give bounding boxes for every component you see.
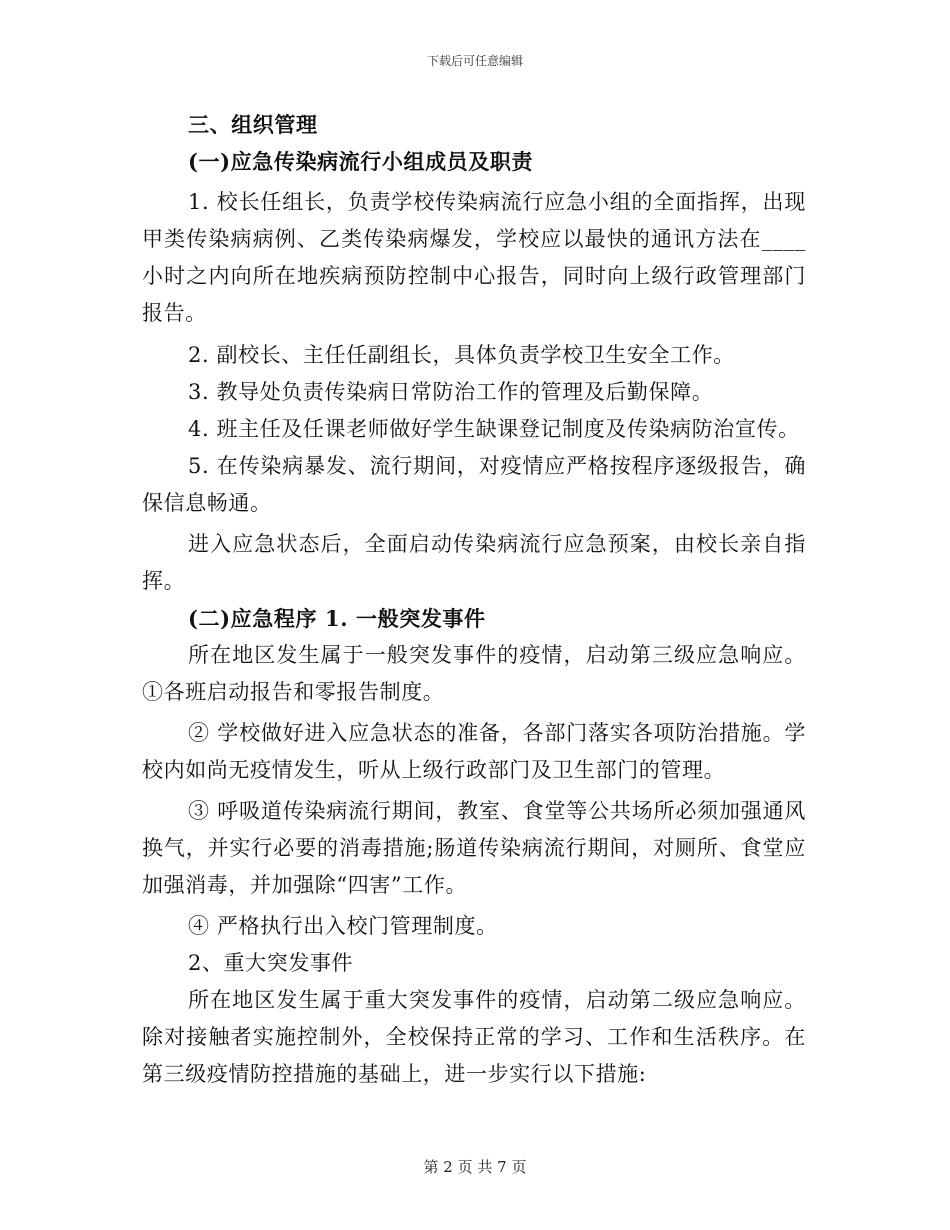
page-header-note: 下载后可任意编辑 [426, 54, 523, 68]
paragraph-major-intro: 所在地区发生属于重大突发事件的疫情，启动第二级应急响应。除对接触者实施控制外，全校保持正常的学习、工作和生活秩序。在第三级疫情防控措施的基础上，进一步实行以下措施: [142, 988, 806, 1086]
paragraph-measure-3: ③ 呼吸道传染病流行期间，教室、食堂等公共场所必须加强通风换气，并实行必要的消毒措施;肠道传染病流行期间，对厕所、食堂应加强消毒，并加强除“四害”工作。 [142, 799, 806, 897]
page-number: 第 2 页 共 7 页 [423, 1158, 527, 1176]
paragraph-item-1: 1. 校长任组长，负责学校传染病流行应急小组的全面指挥，出现甲类传染病病例、乙类传染病爆发，学校应以最快的通讯方法在____小时之内向所在地疾病预防控制中心报告，同时向上级行政管理部门报告。 [142, 190, 806, 325]
subsection-title-1: (一)应急传染病流行小组成员及职责 [188, 149, 534, 174]
paragraph-measure-4: ④ 严格执行出入校门管理制度。 [188, 914, 498, 938]
section-title: 三、组织管理 [188, 112, 318, 137]
paragraph-item-5: 5. 在传染病暴发、流行期间，对疫情应严格按程序逐级报告，确保信息畅通。 [142, 454, 806, 515]
paragraph-item-4: 4. 班主任及任课老师做好学生缺课登记制度及传染病防治宣传。 [188, 417, 800, 441]
subsection-title-2: (二)应急程序 1. 一般突发事件 [188, 606, 486, 631]
paragraph-item-2: 2. 副校长、主任任副组长，具体负责学校卫生安全工作。 [188, 343, 735, 367]
major-event-title: 2、重大突发事件 [188, 951, 354, 975]
paragraph-measure-2: ② 学校做好进入应急状态的准备，各部门落实各项防治措施。学校内如尚无疫情发生，听从上级行政部门及卫生部门的管理。 [142, 721, 806, 782]
paragraph-item-3: 3. 教导处负责传染病日常防治工作的管理及后勤保障。 [188, 380, 714, 404]
document-body [142, 106, 806, 1093]
paragraph-general-intro: 所在地区发生属于一般突发事件的疫情，启动第三级应急响应。①各班启动报告和零报告制度。 [142, 643, 806, 704]
paragraph-emergency-note: 进入应急状态后，全面启动传染病流行应急预案，由校长亲自指挥。 [142, 532, 806, 593]
